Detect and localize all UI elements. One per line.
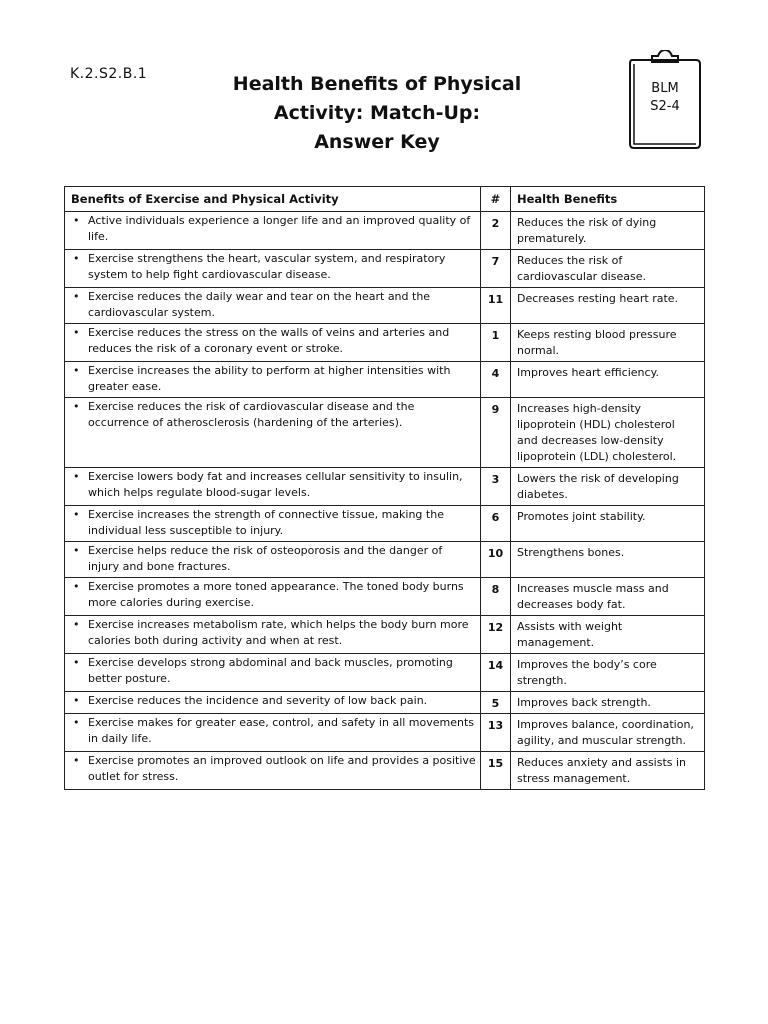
table-row xyxy=(65,542,705,578)
bullet-icon: • xyxy=(73,470,80,483)
benefit-text: Exercise increases the strength of connective tissue, making the individual less susceptible to injury. xyxy=(88,508,444,537)
table-row xyxy=(65,616,705,654)
benefit-cell xyxy=(65,692,481,714)
benefit-text: Exercise helps reduce the risk of osteoporosis and the danger of injury and bone fractures. xyxy=(88,544,443,573)
document-code: K.2.S2.B.1 xyxy=(70,66,148,82)
bullet-icon: • xyxy=(73,694,80,707)
bullet-icon: • xyxy=(73,214,80,227)
match-number: 11 xyxy=(481,288,511,324)
blm-badge-line-2: S2-4 xyxy=(650,99,680,114)
health-benefit: Reduces anxiety and assists in stress management. xyxy=(511,752,705,790)
match-number: 13 xyxy=(481,714,511,752)
column-header-number: # xyxy=(481,187,511,212)
health-benefit: Strengthens bones. xyxy=(511,542,705,578)
table-row xyxy=(65,250,705,288)
health-benefit: Improves back strength. xyxy=(511,692,705,714)
benefit-text: Active individuals experience a longer life and an improved quality of life. xyxy=(88,214,471,243)
match-number: 10 xyxy=(481,542,511,578)
bullet-icon: • xyxy=(73,544,80,557)
bullet-icon: • xyxy=(73,656,80,669)
benefit-cell xyxy=(65,616,481,654)
bullet-icon: • xyxy=(73,618,80,631)
health-benefit: Increases high-density lipoprotein (HDL) cholesterol and decreases low-density lipoprotein (LDL) cholesterol. xyxy=(511,398,705,468)
benefit-cell xyxy=(65,578,481,616)
column-header-health-benefits: Health Benefits xyxy=(511,187,705,212)
health-benefit: Keeps resting blood pressure normal. xyxy=(511,324,705,362)
blm-badge-line-1: BLM xyxy=(651,81,679,96)
health-benefit: Reduces the risk of dying prematurely. xyxy=(511,212,705,250)
bullet-icon: • xyxy=(73,754,80,767)
table-row xyxy=(65,578,705,616)
table-row xyxy=(65,398,705,468)
benefit-cell xyxy=(65,212,481,250)
benefit-cell xyxy=(65,398,481,468)
health-benefit: Reduces the risk of cardiovascular disease. xyxy=(511,250,705,288)
answer-key-table xyxy=(64,186,705,790)
title-line-3: Answer Key xyxy=(314,131,440,153)
bullet-icon: • xyxy=(73,290,80,303)
bullet-icon: • xyxy=(73,716,80,729)
benefit-text: Exercise reduces the incidence and severity of low back pain. xyxy=(88,694,428,707)
benefit-cell xyxy=(65,250,481,288)
benefit-text: Exercise increases metabolism rate, which helps the body burn more calories both during activity and when at rest. xyxy=(88,618,469,647)
bullet-icon: • xyxy=(73,508,80,521)
benefit-cell xyxy=(65,654,481,692)
table-header-row xyxy=(65,187,705,212)
match-number: 7 xyxy=(481,250,511,288)
benefit-text: Exercise promotes a more toned appearance. The toned body burns more calories during exercise. xyxy=(88,580,464,609)
match-number: 8 xyxy=(481,578,511,616)
match-number: 12 xyxy=(481,616,511,654)
benefit-cell xyxy=(65,324,481,362)
benefit-cell xyxy=(65,714,481,752)
benefit-cell xyxy=(65,468,481,506)
benefit-text: Exercise reduces the stress on the walls of veins and arteries and reduces the risk of a coronary event or stroke. xyxy=(88,326,450,355)
match-number: 2 xyxy=(481,212,511,250)
table-row xyxy=(65,468,705,506)
health-benefit: Improves the body’s core strength. xyxy=(511,654,705,692)
health-benefit: Promotes joint stability. xyxy=(511,506,705,542)
benefit-text: Exercise strengthens the heart, vascular system, and respiratory system to help fight cardiovascular disease. xyxy=(88,252,446,281)
health-benefit: Increases muscle mass and decreases body fat. xyxy=(511,578,705,616)
blm-badge xyxy=(628,80,702,116)
benefit-text: Exercise makes for greater ease, control, and safety in all movements in daily life. xyxy=(88,716,475,745)
page-title xyxy=(222,70,532,157)
bullet-icon: • xyxy=(73,364,80,377)
benefit-cell xyxy=(65,362,481,398)
health-benefit: Assists with weight management. xyxy=(511,616,705,654)
match-number: 1 xyxy=(481,324,511,362)
table-row xyxy=(65,506,705,542)
title-line-1: Health Benefits of Physical xyxy=(232,73,522,95)
table-row xyxy=(65,362,705,398)
bullet-icon: • xyxy=(73,252,80,265)
health-benefit: Decreases resting heart rate. xyxy=(511,288,705,324)
table-row xyxy=(65,324,705,362)
match-number: 5 xyxy=(481,692,511,714)
match-number: 14 xyxy=(481,654,511,692)
match-number: 6 xyxy=(481,506,511,542)
match-number: 9 xyxy=(481,398,511,468)
bullet-icon: • xyxy=(73,326,80,339)
bullet-icon: • xyxy=(73,400,80,413)
benefit-text: Exercise lowers body fat and increases cellular sensitivity to insulin, which helps regulate blood-sugar levels. xyxy=(88,470,463,499)
column-header-benefits: Benefits of Exercise and Physical Activity xyxy=(65,187,481,212)
health-benefit: Lowers the risk of developing diabetes. xyxy=(511,468,705,506)
benefit-text: Exercise increases the ability to perform at higher intensities with greater ease. xyxy=(88,364,451,393)
benefit-text: Exercise reduces the daily wear and tear on the heart and the cardiovascular system. xyxy=(88,290,431,319)
health-benefit: Improves heart efficiency. xyxy=(511,362,705,398)
bullet-icon: • xyxy=(73,580,80,593)
benefit-text: Exercise develops strong abdominal and back muscles, promoting better posture. xyxy=(88,656,453,685)
benefit-cell xyxy=(65,288,481,324)
benefit-cell xyxy=(65,506,481,542)
benefit-cell xyxy=(65,542,481,578)
health-benefit: Improves balance, coordination, agility, and muscular strength. xyxy=(511,714,705,752)
title-line-2: Activity: Match-Up: xyxy=(273,102,481,124)
table-row xyxy=(65,692,705,714)
match-number: 15 xyxy=(481,752,511,790)
benefit-cell xyxy=(65,752,481,790)
table-row xyxy=(65,288,705,324)
table-row xyxy=(65,654,705,692)
benefit-text: Exercise promotes an improved outlook on life and provides a positive outlet for stress. xyxy=(88,754,476,783)
benefit-text: Exercise reduces the risk of cardiovascular disease and the occurrence of atherosclerosis (hardening of the arteries). xyxy=(88,400,415,429)
table-row xyxy=(65,714,705,752)
match-number: 4 xyxy=(481,362,511,398)
match-number: 3 xyxy=(481,468,511,506)
table-row xyxy=(65,212,705,250)
table-row xyxy=(65,752,705,790)
